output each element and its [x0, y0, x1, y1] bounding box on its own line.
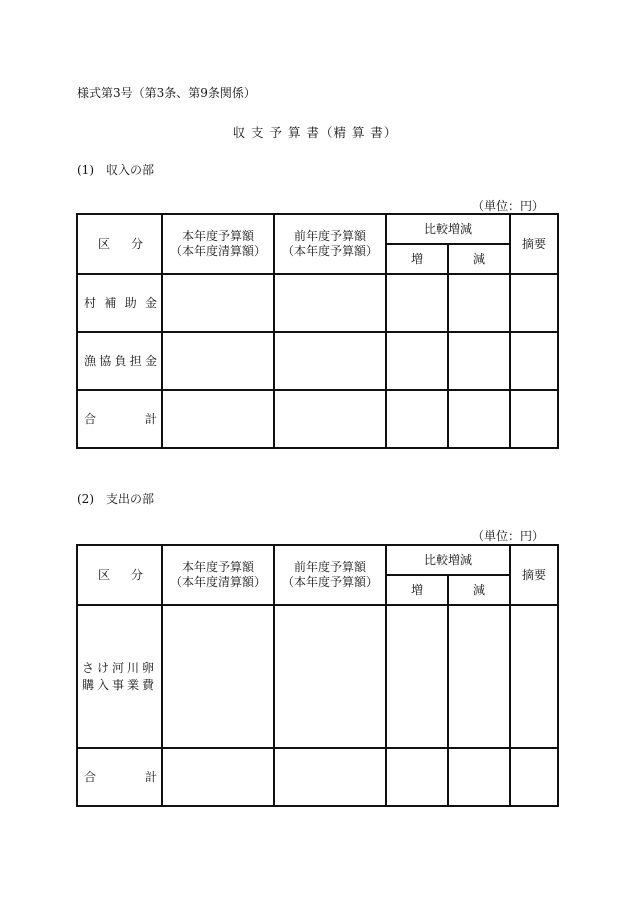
expenditure-unit-label: （単位：円） — [471, 529, 544, 543]
cell — [274, 274, 386, 332]
row-label-total: 合 計 — [77, 748, 162, 806]
income-unit-label: （単位：円） — [471, 199, 544, 213]
cell — [448, 332, 510, 390]
document-title: 収 支 予 算 書（精 算 書） — [232, 125, 398, 140]
header-decrease: 減 — [448, 244, 510, 274]
cell — [386, 605, 448, 748]
form-number-label: 様式第3号（第3条、第9条関係） — [77, 86, 256, 100]
cell — [448, 605, 510, 748]
header-decrease: 減 — [448, 575, 510, 605]
cell — [386, 274, 448, 332]
cell — [162, 390, 274, 448]
cell — [162, 605, 274, 748]
cell — [162, 332, 274, 390]
cell — [510, 390, 558, 448]
table-row — [77, 390, 558, 448]
cell — [162, 274, 274, 332]
expenditure-table — [76, 544, 559, 807]
table-row — [77, 748, 558, 806]
header-comparison: 比較増減 — [386, 214, 510, 244]
row-label-total: 合 計 — [77, 390, 162, 448]
cell — [448, 274, 510, 332]
row-label-salmon-egg-purchase: さけ河川卵 購入事業費 — [77, 605, 162, 748]
income-table — [76, 213, 559, 449]
expenditure-section-heading: (2) 支出の部 — [77, 492, 154, 506]
header-previous-year: 前年度予算額 （本年度予算額） — [274, 214, 386, 274]
cell — [386, 390, 448, 448]
cell — [386, 748, 448, 806]
table-row — [77, 332, 558, 390]
header-comparison: 比較増減 — [386, 545, 510, 575]
cell — [510, 748, 558, 806]
cell — [274, 748, 386, 806]
cell — [274, 332, 386, 390]
header-category: 区 分 — [77, 545, 162, 605]
cell — [448, 748, 510, 806]
header-increase: 増 — [386, 575, 448, 605]
cell — [510, 605, 558, 748]
cell — [274, 605, 386, 748]
header-current-year: 本年度予算額 （本年度清算額） — [162, 214, 274, 274]
cell — [448, 390, 510, 448]
header-increase: 増 — [386, 244, 448, 274]
cell — [510, 332, 558, 390]
income-section-heading: (1) 収入の部 — [77, 163, 154, 177]
row-label-fishery-coop-share: 漁 協 負 担 金 — [77, 332, 162, 390]
header-summary: 摘要 — [510, 214, 558, 274]
cell — [162, 748, 274, 806]
row-label-village-subsidy: 村 補 助 金 — [77, 274, 162, 332]
header-category: 区 分 — [77, 214, 162, 274]
table-row — [77, 274, 558, 332]
header-current-year: 本年度予算額 （本年度清算額） — [162, 545, 274, 605]
header-previous-year: 前年度予算額 （本年度予算額） — [274, 545, 386, 605]
header-summary: 摘要 — [510, 545, 558, 605]
cell — [386, 332, 448, 390]
cell — [274, 390, 386, 448]
table-row — [77, 605, 558, 748]
cell — [510, 274, 558, 332]
